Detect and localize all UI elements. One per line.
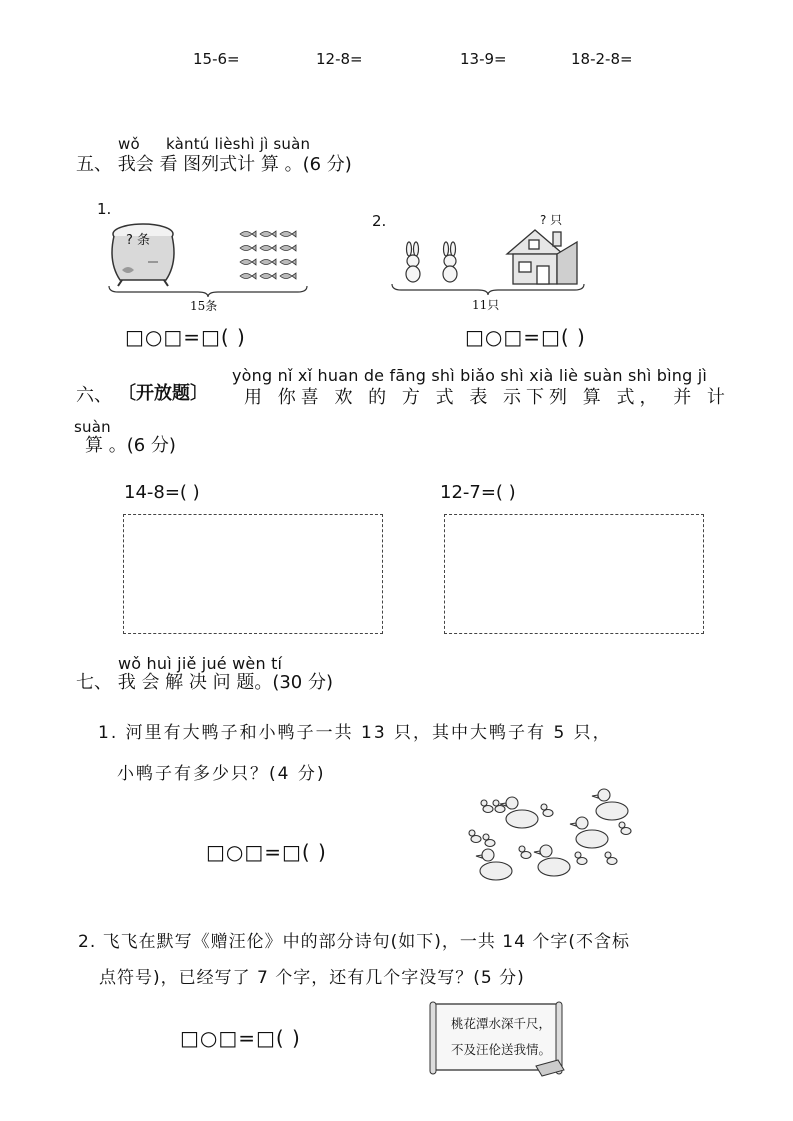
fish-group-illustration — [238, 228, 298, 288]
section5-formula-2[interactable]: □○□=□( ) — [465, 325, 586, 349]
section6-text-line2: 算 。(6 分) — [85, 435, 176, 456]
rabbit-icon — [400, 243, 426, 283]
answer-box-left[interactable] — [123, 514, 383, 634]
section7-heading: 七、 我 会 解 决 问 题。(30 分) — [76, 672, 333, 693]
section5-formula-1[interactable]: □○□=□( ) — [125, 325, 246, 349]
section6-number: 六、 — [76, 385, 112, 406]
section5-pinyin-a: wǒ — [118, 135, 140, 153]
section5-q1-number: 1. — [97, 200, 112, 218]
section5-heading: 五、 我会 看 图列式计 算 。(6 分) — [76, 154, 352, 175]
section5-q2-number: 2. — [372, 212, 387, 230]
house-label: ? 只 — [540, 213, 563, 227]
brace-label-1: 15条 — [190, 299, 218, 313]
question-1-line1: 1. 河里有大鸭子和小鸭子一共 13 只，其中大鸭子有 5 只， — [98, 723, 612, 743]
section6-equation-left: 14-8=( ) — [124, 482, 200, 503]
equation-12-8: 12-8= — [316, 50, 363, 68]
brace-2 — [391, 284, 585, 296]
question-2-line1: 2. 飞飞在默写《赠汪伦》中的部分诗句(如下)，一共 14 个字(不含标 — [78, 932, 630, 952]
question-2-formula[interactable]: □○□=□( ) — [180, 1026, 301, 1050]
section6-pinyin-line1: yòng nǐ xǐ huan de fāng shì biǎo shì xià liè suàn shì bìng jì — [232, 366, 708, 385]
answer-box-right[interactable] — [444, 514, 704, 634]
section7-pinyin: wǒ huì jiě jué wèn tí — [118, 654, 283, 673]
brace-label-2: 11只 — [472, 298, 500, 312]
question-1-line2: 小鸭子有多少只？(4 分) — [117, 764, 326, 784]
section6-pinyin-line2: suàn — [74, 418, 111, 436]
section5-pinyin-b: kàntú lièshì jì suàn — [166, 135, 311, 153]
equation-13-9: 13-9= — [460, 50, 507, 68]
rabbit-icon — [437, 243, 463, 283]
equation-18-2-8: 18-2-8= — [571, 50, 633, 68]
question-1-formula[interactable]: □○□=□( ) — [206, 840, 327, 864]
equation-15-6: 15-6= — [193, 50, 240, 68]
section6-text-line1: 用 你喜 欢 的 方 式 表 示下列 算 式， 并 计 — [244, 387, 730, 408]
poem-line-2: 不及汪伦送我情。 — [451, 1042, 552, 1057]
section6-equation-right: 12-7=( ) — [440, 482, 516, 503]
poem-line-1: 桃花潭水深千尺， — [451, 1016, 552, 1031]
question-2-line2: 点符号)，已经写了 7 个字，还有几个字没写？(5 分) — [99, 968, 525, 988]
section6-open-question-tag: 〔开放题〕 — [118, 383, 208, 404]
house-illustration — [505, 226, 580, 286]
jar-label: ? 条 — [126, 233, 151, 248]
ducks-illustration — [466, 787, 646, 887]
